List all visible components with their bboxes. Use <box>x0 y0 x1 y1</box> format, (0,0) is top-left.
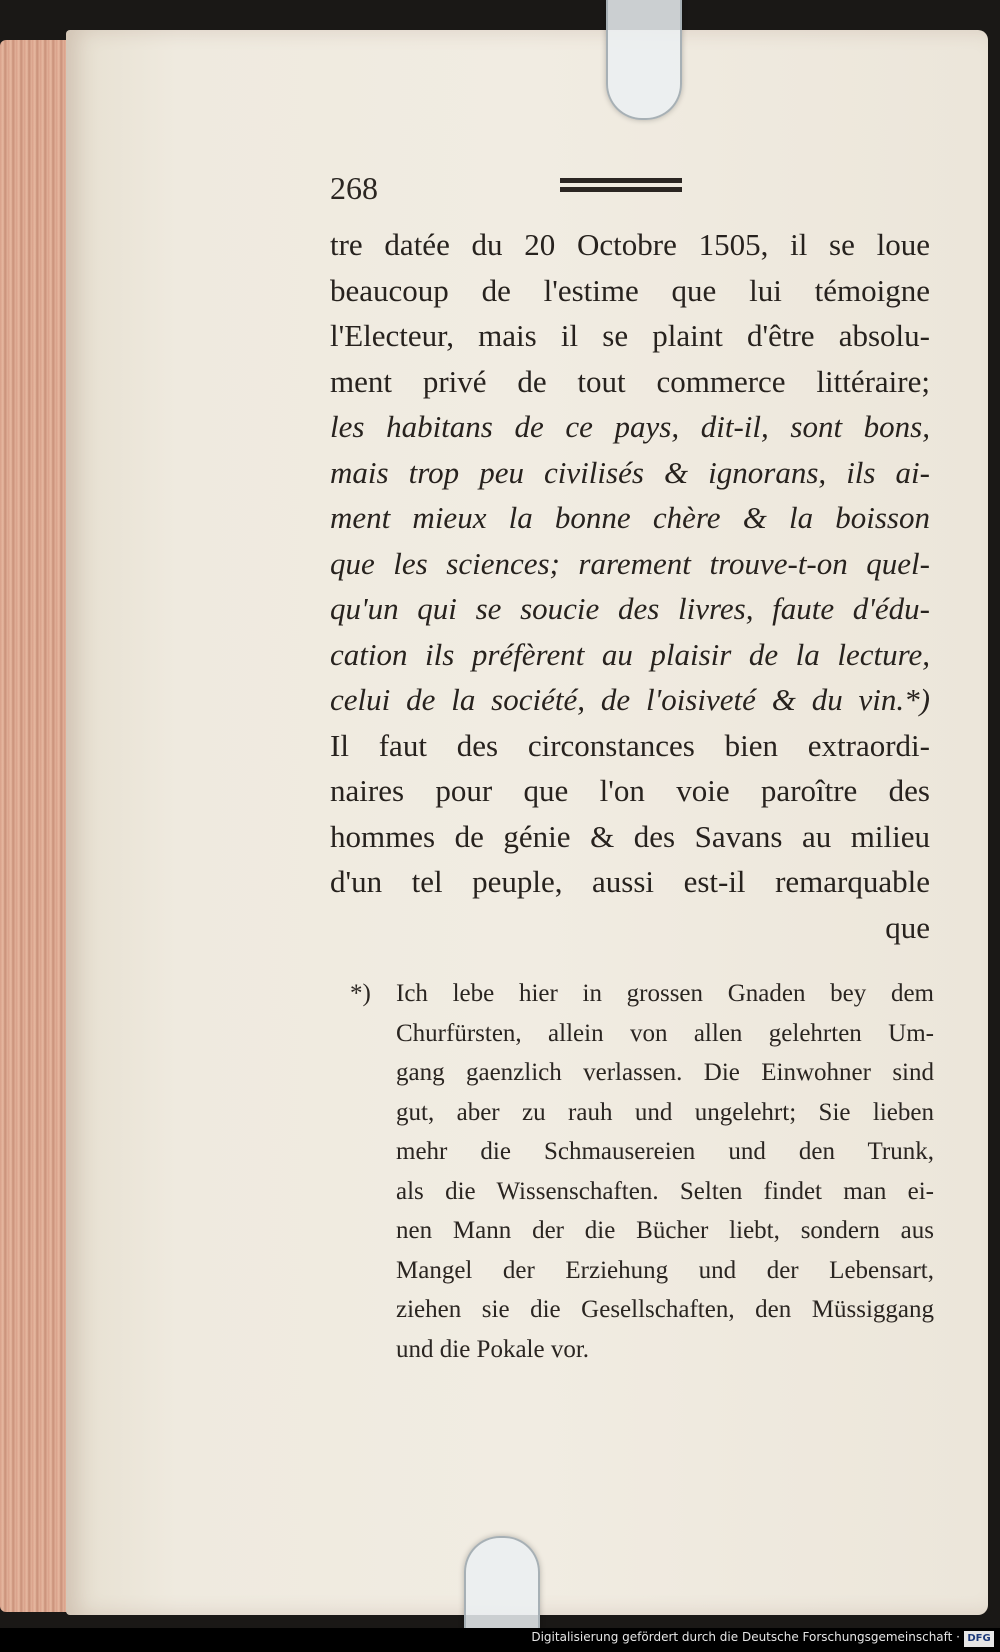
text-line: les habitans de ce pays, dit-il, sont bons, <box>330 409 930 444</box>
footnote-line: Ich lebe hier in grossen Gnaden bey dem <box>396 980 934 1007</box>
text-line: Il faut des circonstances bien extraordi- <box>330 727 930 763</box>
footnote-line: gang gaenzlich verlassen. Die Einwohner sind <box>396 1059 934 1086</box>
header-rule <box>560 178 682 183</box>
text-line: l'Electeur, mais il se plaint d'être absolu- <box>330 318 930 353</box>
text-line: que les sciences; rarement trouve-t-on quel- <box>330 545 930 581</box>
footnote-line: als die Wissenschaften. Selten findet man ei- <box>396 1177 934 1205</box>
text-line: mais trop peu civilisés & ignorans, ils ai- <box>330 454 930 490</box>
text-line: hommes de génie & des Savans au milieu <box>330 818 930 854</box>
text-line: naires pour que l'on voie paroître des <box>330 773 930 808</box>
footnote-line: mehr die Schmausereien und den Trunk, <box>396 1138 934 1165</box>
text-line: beaucoup de l'estime que lui témoigne <box>330 272 930 308</box>
main-text <box>330 222 930 950</box>
text-line: celui de la société, de l'oisiveté & du vin.*) <box>330 682 930 717</box>
text-line: qu'un qui se soucie des livres, faute d'édu- <box>330 591 930 626</box>
footnote-line: Mangel der Erziehung und der Lebensart, <box>396 1256 934 1284</box>
footnote-line: Churfürsten, allein von allen gelehrten Um- <box>396 1019 934 1047</box>
page-number: 268 <box>330 170 378 206</box>
footnote-line: ziehen sie die Gesellschaften, den Müssiggang <box>396 1296 934 1323</box>
footnote-marker: *) <box>350 980 371 1007</box>
catchword: que <box>885 909 930 945</box>
dfg-logo-icon: DFG <box>964 1631 994 1647</box>
footnote-line: gut, aber zu rauh und ungelehrt; Sie lieben <box>396 1098 934 1126</box>
footnote-line: nen Mann der die Bücher liebt, sondern aus <box>396 1217 934 1244</box>
text-line: ment privé de tout commerce littéraire; <box>330 363 930 399</box>
footnote <box>350 974 934 1369</box>
text-line: ment mieux la bonne chère & la boisson <box>330 500 930 535</box>
digitization-footer <box>0 1628 1000 1652</box>
text-line: cation ils préfèrent au plaisir de la lecture, <box>330 636 930 672</box>
text-line: d'un tel peuple, aussi est-il remarquable <box>330 864 930 899</box>
footer-credit: Digitalisierung gefördert durch die Deutsche Forschungsgemeinschaft · <box>531 1630 960 1644</box>
page-clip-top <box>606 0 682 120</box>
page-clip-bottom <box>464 1536 540 1628</box>
footnote-line: und die Pokale vor. <box>396 1335 590 1363</box>
text-line: tre datée du 20 Octobre 1505, il se loue <box>330 227 930 262</box>
